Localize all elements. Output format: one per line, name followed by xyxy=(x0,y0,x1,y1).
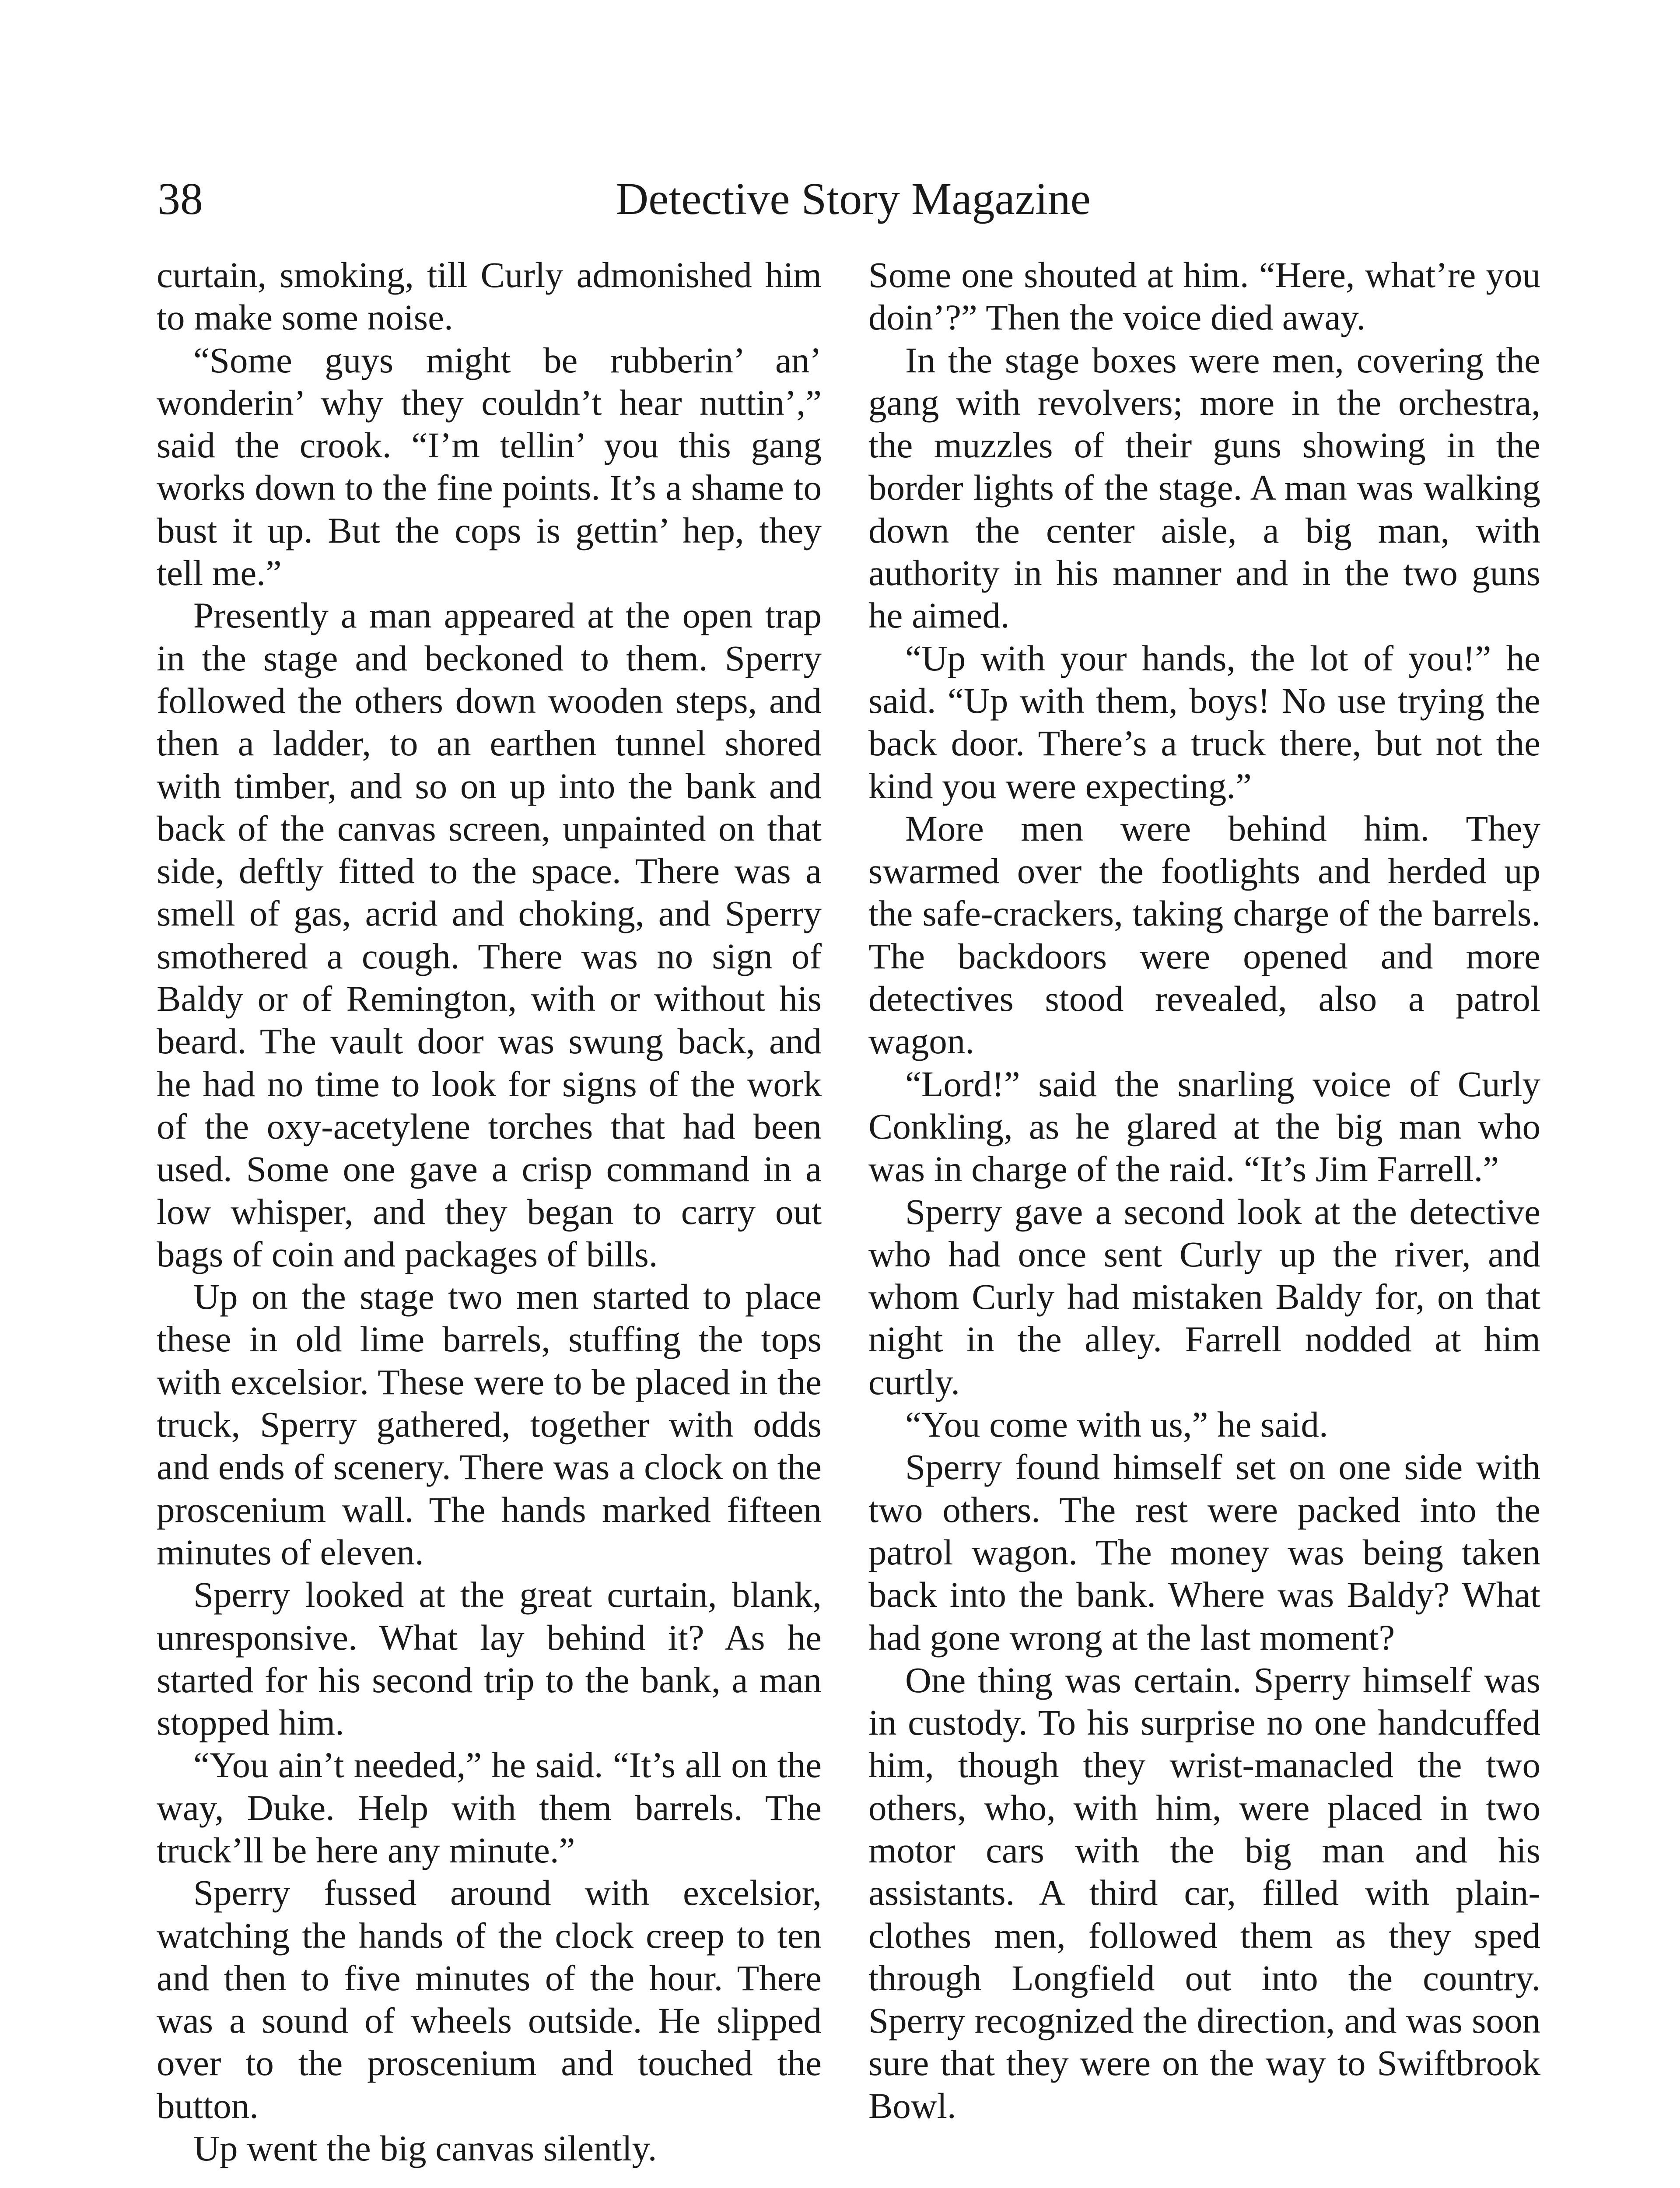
paragraph: “You come with us,” he said. xyxy=(905,1404,1328,1445)
paragraph: “Up with your hands, the lot of you!” he said. “Up with them, boys! No use trying the back door. There’s a truck there, but not the kind you were expecting.” xyxy=(868,638,1540,806)
running-title: Detective Story Magazine xyxy=(616,174,1091,224)
paragraph: Presently a man appeared at the open trap in the stage and beckoned to them. Sperry followed the others down wooden steps, and then a ladder, to an earthen tunnel shored with timber, and so on up into the bank and back of the canvas screen, unpainted on that side, deftly fitted to the space. There was a smell of gas, acrid and choking, and Sperry smothered a cough. There was no sign of Baldy or of Remington, with or without his beard. The vault door was swung back, and he had no time to look for signs of the work of the oxy-acetylene torches that had been used. Some one gave a crisp command in a low whisper, and they began to carry out bags of coin and packages of bills. xyxy=(157,595,822,1274)
paragraph: “Lord!” said the snarling voice of Curly Conkling, as he glared at the big man who was in charge of the raid. “It’s Jim Farrell.” xyxy=(868,1063,1540,1189)
paragraph: Up on the stage two men started to place these in old lime barrels, stuffing the tops with excelsior. These were to be placed in the truck, Sperry gathered, together with odds and ends of scenery. There was a clock on the proscenium wall. The hands marked fifteen minutes of eleven. xyxy=(157,1276,822,1572)
paragraph: Sperry gave a second look at the detective who had once sent Curly up the river, and whom Curly had mistaken Baldy for, on that night in the alley. Farrell nodded at him curtly. xyxy=(868,1191,1540,1402)
paragraph: Sperry looked at the great curtain, blank, unresponsive. What lay behind it? As he started for his second trip to the bank, a man stopped him. xyxy=(157,1574,822,1743)
paragraph: More men were behind him. They swarmed over the footlights and herded up the safe-crackers, taking charge of the barrels. The backdoors were opened and more detectives stood revealed, also a patrol wagon. xyxy=(868,808,1540,1062)
paragraph: In the stage boxes were men, covering the gang with revolvers; more in the orchestra, the muzzles of their guns showing in the border lights of the stage. A man was walking down the center aisle, a big man, with authority in his manner and in the two guns he aimed. xyxy=(868,340,1540,636)
right-column xyxy=(868,254,1540,2127)
paragraph: curtain, smoking, till Curly admonished him to make some noise. xyxy=(157,255,822,338)
paragraph: Up went the big canvas silently. xyxy=(193,2128,657,2169)
paragraph: Sperry fussed around with excelsior, watching the hands of the clock creep to ten and then to five minutes of the hour. There was a sound of wheels outside. He slipped over to the proscenium and touched the button. xyxy=(157,1872,822,2126)
paragraph: One thing was certain. Sperry himself was in custody. To his surprise no one handcuffed him, though they wrist-manacled the two others, who, with him, were placed in two motor cars with the big man and his assistants. A third car, filled with plain-clothes men, followed them as they sped through Longfield out into the country. Sperry recognized the direction, and was soon sure that they were on the way to Swiftbrook Bowl. xyxy=(868,1659,1540,2126)
paragraph: Some one shouted at him. “Here, what’re you doin’?” Then the voice died away. xyxy=(868,255,1540,338)
paragraph: Sperry found himself set on one side with two others. The rest were packed into the patrol wagon. The money was being taken back into the bank. Where was Baldy? What had gone wrong at the last moment? xyxy=(868,1447,1540,1658)
paragraph: “You ain’t needed,” he said. “It’s all on the way, Duke. Help with them barrels. The truck’ll be here any minute.” xyxy=(157,1745,822,1870)
paragraph: “Some guys might be rubberin’ an’ wonderin’ why they couldn’t hear nuttin’,” said the crook. “I’m tellin’ you this gang works down to the fine points. It’s a shame to bust it up. But the cops is gettin’ hep, they tell me.” xyxy=(157,340,822,593)
page-header xyxy=(0,162,1680,236)
page-number: 38 xyxy=(158,174,203,224)
left-column xyxy=(157,254,822,2170)
